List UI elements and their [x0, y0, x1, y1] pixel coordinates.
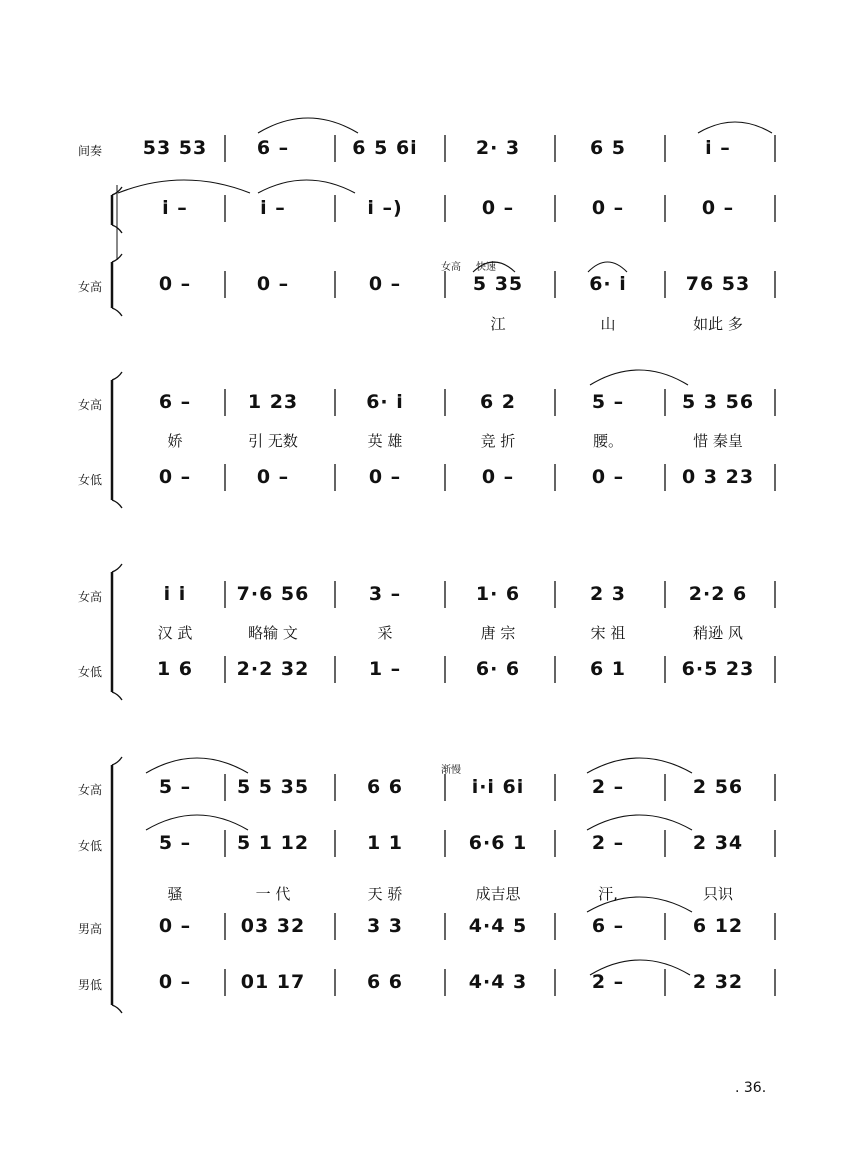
- measure-notes: 1 6: [156, 658, 194, 680]
- measure-notes: 76 53: [685, 273, 751, 295]
- lyric-text: 引 无数: [248, 432, 298, 450]
- measure-notes: 0 –: [481, 466, 515, 488]
- lyric-text: 汗,: [598, 885, 618, 903]
- lyric-text: 唐 宗: [480, 624, 516, 642]
- measure-notes: 5 –: [158, 776, 192, 798]
- measure-notes: 0 –: [701, 197, 735, 219]
- measure-notes: 6 6: [366, 971, 404, 993]
- measure-notes: 2 34: [692, 832, 744, 854]
- lyric-text: 山: [600, 315, 616, 333]
- lyric-text: 汉 武: [157, 624, 193, 642]
- lyric-text: 宋 祖: [590, 624, 626, 642]
- tempo-annotation: 渐慢: [441, 765, 461, 776]
- measure-notes: 0 3 23: [681, 466, 755, 488]
- measure-notes: 0 –: [368, 466, 402, 488]
- measure-notes: 6·5 23: [681, 658, 755, 680]
- measure-notes: i –: [162, 197, 188, 219]
- measure-notes: 6· i: [589, 273, 627, 295]
- measure-notes: 0 –: [158, 915, 192, 937]
- measure-notes: 5 5 35: [236, 776, 310, 798]
- measure-notes: i –: [705, 137, 731, 159]
- measure-notes: 6 5: [589, 137, 627, 159]
- measure-notes: 5 1 12: [236, 832, 310, 854]
- page-number: . 36.: [735, 1080, 767, 1096]
- lyric-text: 只识: [702, 885, 734, 903]
- measure-notes: i·i 6i: [471, 776, 525, 798]
- lyric-text: 英 雄: [367, 432, 403, 450]
- measure-notes: 6 –: [158, 391, 192, 413]
- part-label: 女低: [78, 665, 103, 679]
- measure-notes: 2 32: [692, 971, 744, 993]
- measure-notes: 01 17: [240, 971, 306, 993]
- measure-notes: 03 32: [240, 915, 306, 937]
- measure-notes: i –): [367, 197, 403, 219]
- measure-notes: 0 –: [158, 971, 192, 993]
- measure-notes: 1 1: [366, 832, 404, 854]
- part-label: 男高: [78, 922, 103, 936]
- lyric-text: 一 代: [255, 885, 291, 903]
- measure-notes: 0 –: [256, 273, 290, 295]
- measure-notes: 6 –: [256, 137, 290, 159]
- lyric-text: 成吉思: [475, 885, 521, 903]
- measure-notes: 6· 6: [475, 658, 521, 680]
- measure-notes: 2·2 6: [688, 583, 748, 605]
- measure-notes: 6· i: [366, 391, 404, 413]
- part-label: 女高: [78, 783, 103, 797]
- measure-notes: 4·4 5: [468, 915, 528, 937]
- measure-notes: 1 –: [368, 658, 402, 680]
- measure-notes: 2·2 32: [236, 658, 310, 680]
- measure-notes: 6 6: [366, 776, 404, 798]
- lyric-text: 惜 秦皇: [693, 432, 743, 450]
- measure-notes: 7·6 56: [236, 583, 310, 605]
- measure-notes: 53 53: [142, 137, 208, 159]
- measure-notes: 6 5 6i: [352, 137, 418, 159]
- lyric-text: 腰。: [592, 432, 624, 450]
- measure-notes: 2 56: [692, 776, 744, 798]
- lyric-text: 略输 文: [248, 624, 298, 642]
- measure-notes: 5 –: [158, 832, 192, 854]
- measure-notes: 6 –: [591, 915, 625, 937]
- measure-notes: 5 3 56: [681, 391, 755, 413]
- measure-notes: 0 –: [591, 466, 625, 488]
- tempo-annotation: 快速: [476, 262, 496, 273]
- part-label: 女低: [78, 839, 103, 853]
- measure-notes: 2 –: [591, 971, 625, 993]
- lyric-text: 天 骄: [367, 885, 403, 903]
- part-label: 女低: [78, 473, 103, 487]
- measure-notes: 3 3: [366, 915, 404, 937]
- measure-notes: 2· 3: [475, 137, 521, 159]
- measure-notes: 0 –: [256, 466, 290, 488]
- lyric-text: 骚: [167, 885, 183, 903]
- measure-notes: 2 –: [591, 832, 625, 854]
- measure-notes: i i: [163, 583, 187, 605]
- measure-notes: 6 2: [479, 391, 517, 413]
- measure-notes: 1 23: [247, 391, 299, 413]
- part-label: 女高: [78, 590, 103, 604]
- measure-notes: 0 –: [158, 273, 192, 295]
- part-label: 女高: [78, 280, 103, 294]
- lyric-text: 竞 折: [480, 432, 516, 450]
- part-label: 男低: [78, 978, 103, 992]
- measure-notes: 0 –: [368, 273, 402, 295]
- measure-notes: 1· 6: [475, 583, 521, 605]
- measure-notes: 2 –: [591, 776, 625, 798]
- part-label: 间奏: [78, 144, 103, 158]
- lyric-text: 江: [490, 315, 506, 333]
- lyric-text: 如此 多: [693, 315, 743, 333]
- part-label: 女高: [78, 398, 103, 412]
- measure-notes: 6 12: [692, 915, 744, 937]
- measure-notes: 0 –: [481, 197, 515, 219]
- measure-notes: 5 35: [472, 273, 524, 295]
- measure-notes: 0 –: [158, 466, 192, 488]
- lyric-text: 采: [377, 624, 393, 642]
- lyric-text: 娇: [167, 432, 183, 450]
- measure-notes: 0 –: [591, 197, 625, 219]
- measure-notes: 6 1: [589, 658, 627, 680]
- measure-notes: 6·6 1: [468, 832, 528, 854]
- measure-notes: 2 3: [589, 583, 627, 605]
- measure-notes: 3 –: [368, 583, 402, 605]
- measure-notes: 4·4 3: [468, 971, 528, 993]
- lyric-text: 稍逊 风: [693, 624, 743, 642]
- measure-notes: 5 –: [591, 391, 625, 413]
- measure-notes: i –: [260, 197, 286, 219]
- tempo-annotation: 女高: [441, 262, 461, 273]
